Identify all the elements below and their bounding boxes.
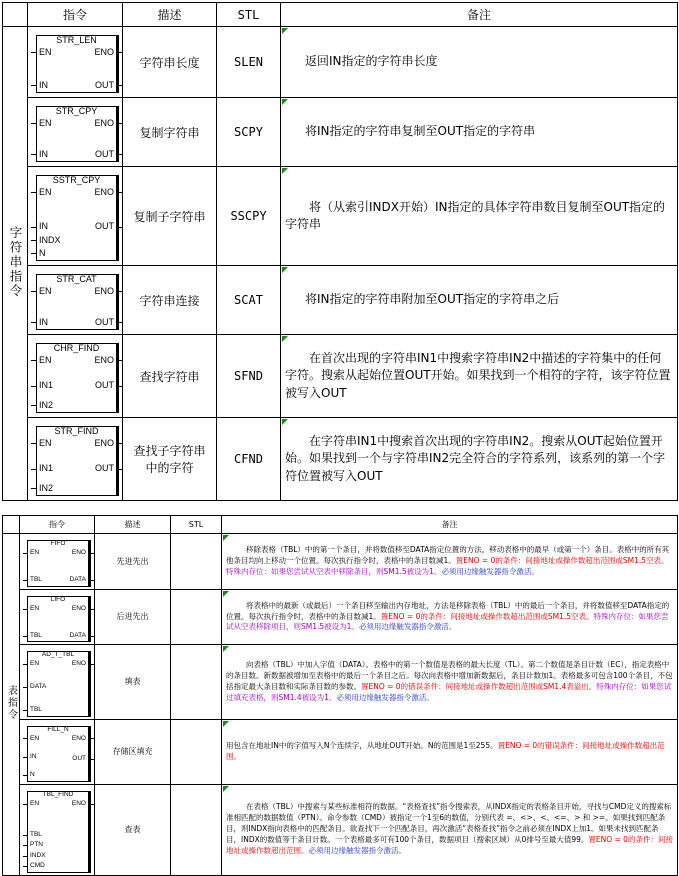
input-pin-label: DATA xyxy=(30,682,47,690)
function-box-name: SSTR_CPY xyxy=(52,175,101,185)
ladder-box-cell xyxy=(20,784,95,875)
note: 将IN指定的字符串附加至OUT指定的字符串之后 xyxy=(281,266,678,335)
stl-mnemonic: SSCPY xyxy=(217,167,281,266)
stl-mnemonic xyxy=(171,589,222,644)
category-cell xyxy=(3,27,28,501)
header-instruction: 指令 xyxy=(28,3,123,27)
stl-mnemonic xyxy=(171,784,222,875)
note-edge-trigger: 必须用边缘触发器指令激活。 xyxy=(336,692,434,702)
note-text: 移除表格（TBL）中的第一个条目，并将数值移至DATA指定位置的方法，移动表格中的最早（或第一个）条目。表格中的所有其他条目均向上移动一个位置。每次执行指令时，表格中的条目数减1。 xyxy=(226,545,670,565)
stl-mnemonic: SFND xyxy=(217,335,281,418)
note xyxy=(222,784,678,875)
function-box-name: STR_CAT xyxy=(56,274,97,284)
ladder-box-wrapper xyxy=(28,266,123,334)
note xyxy=(222,645,678,719)
note: 将（从索引INDX开始）IN指定的具体字符串数目复制至OUT指定的字符串 xyxy=(281,167,678,266)
input-pin-label: IN xyxy=(39,221,48,232)
ladder-box-wrapper xyxy=(28,418,123,500)
output-pin-label: ENO xyxy=(71,734,86,742)
description: 复制字符串 xyxy=(123,98,217,167)
input-pin-label: IN2 xyxy=(39,483,54,493)
table-row xyxy=(3,98,678,167)
output-pin-label: OUT xyxy=(95,149,114,159)
function-box xyxy=(36,274,119,330)
ladder-box-wrapper xyxy=(28,335,123,417)
function-box-name: FIFO xyxy=(50,540,66,547)
function-box-name: TBL_FIND xyxy=(42,790,74,798)
ladder-box-cell xyxy=(28,167,123,266)
stl-mnemonic: SCAT xyxy=(217,266,281,335)
function-box xyxy=(27,596,91,642)
function-box-name: FILL_N xyxy=(47,725,69,733)
function-box-name: AD_T_TBL xyxy=(41,651,75,659)
function-box xyxy=(27,726,91,782)
ladder-box-cell xyxy=(28,27,123,98)
description: 字符串连接 xyxy=(123,266,217,335)
output-pin-label: DATA xyxy=(69,631,86,639)
input-pin-label: IN xyxy=(39,317,48,327)
ladder-box-cell xyxy=(20,534,95,590)
table-row xyxy=(3,27,678,98)
input-pin-label: N xyxy=(30,771,35,779)
ladder-box-wrapper xyxy=(20,720,95,784)
note: 在字符串IN1中搜索首次出现的字符串IN2。搜索从OUT起始位置开始。如果找到一个与字符串IN2完全符合的字符系列，该系列的第一个字符位置被写入OUT xyxy=(281,418,678,501)
output-pin-label: ENO xyxy=(94,438,114,448)
note-error-conditions: 置ENO = 0的错误条件：间接地址或操作数超出范围或SM1.4表溢出。 xyxy=(361,681,597,691)
function-box xyxy=(36,175,119,261)
ladder-box-wrapper xyxy=(20,645,95,718)
table-row xyxy=(3,719,678,784)
table-row xyxy=(3,645,678,719)
input-pin-label: EN xyxy=(30,799,40,807)
output-pin-label: OUT xyxy=(72,755,86,763)
input-pin-label: IN xyxy=(30,752,37,760)
input-pin-label: EN xyxy=(30,734,40,742)
output-pin-label: ENO xyxy=(94,355,114,365)
function-box-name: STR_CPY xyxy=(55,106,98,116)
input-pin-label: PTN xyxy=(30,841,43,849)
stl-mnemonic xyxy=(171,719,222,784)
header-note: 备注 xyxy=(281,3,678,27)
table-row xyxy=(3,589,678,644)
function-box xyxy=(27,540,91,587)
function-box-name: STR_FIND xyxy=(54,426,99,436)
table-row xyxy=(3,534,678,590)
function-box-name: CHR_FIND xyxy=(53,343,100,353)
category-cell xyxy=(3,534,20,876)
input-pin-label: INDX xyxy=(39,234,61,245)
note: 将IN指定的字符串复制至OUT指定的字符串 xyxy=(281,98,678,167)
output-pin-label: ENO xyxy=(71,549,86,556)
table-row xyxy=(3,266,678,335)
note-special-bits: 特殊内存位：如果您尝试从空表移除项目，则SM1.5被设为1。 xyxy=(226,611,669,632)
output-pin-label: ENO xyxy=(94,118,114,128)
input-pin-label: IN1 xyxy=(39,380,54,391)
header-description: 描述 xyxy=(123,3,217,27)
output-pin-label: ENO xyxy=(71,660,86,668)
input-pin-label: IN2 xyxy=(39,400,54,410)
note-error-conditions: 置ENO = 0的条件：间接地址或操作数超出范围。 xyxy=(226,835,673,855)
function-box xyxy=(36,426,119,496)
ladder-box-wrapper xyxy=(20,590,95,644)
function-box-name: STR_LEN xyxy=(56,35,97,45)
table-row xyxy=(3,167,678,266)
note xyxy=(222,589,678,644)
output-pin-label: DATA xyxy=(69,576,86,584)
note-text: 向表格（TBL）中加入字值（DATA）。表格中的第一个数值是表格的最大长度（TL）。第二个数值是条目计数（EC），指定表格中的条目数。新数据被增加至表格中的最后一个条目之后。每次向表格中增加新数据后，条目计数加1。表格最多可包含100个条目，不包括指定最大条目数和实际条目数的参数。 xyxy=(226,660,673,691)
corner-cell xyxy=(3,3,28,27)
note xyxy=(222,719,678,784)
ladder-box-cell xyxy=(28,418,123,501)
note-edge-trigger: 必须用边缘触发器指令激活。 xyxy=(441,566,539,576)
header-stl: STL xyxy=(171,516,222,534)
category-label: 表指令 xyxy=(5,685,17,722)
output-pin-label: ENO xyxy=(71,604,86,612)
description: 复制子字符串 xyxy=(123,167,217,266)
output-pin-label: OUT xyxy=(95,317,114,327)
table-row xyxy=(3,418,678,501)
note-edge-trigger: 必须用边缘触发器指令激活。 xyxy=(358,622,457,632)
table-row xyxy=(3,335,678,418)
input-pin-label: EN xyxy=(39,187,52,197)
stl-mnemonic: SLEN xyxy=(217,27,281,98)
corner-cell xyxy=(3,516,20,534)
input-pin-label: TBL xyxy=(30,631,42,639)
note-text: 将表格中的最新（或最后）一个条目移至输出内存地址，方法是移除表格（TBL）中的最后一个条目，并将数值移至DATA指定的位置。每次执行指令时，表格中的条目数减1。 xyxy=(226,600,670,621)
note-special-bits: 特殊内存位：如果您试过填充表格，则SM1.4被设为1。 xyxy=(226,681,672,702)
ladder-box-cell xyxy=(28,335,123,418)
input-pin-label: IN1 xyxy=(39,463,54,474)
description: 存储区填充 xyxy=(95,719,171,784)
category-label: 字符串指令 xyxy=(8,225,23,299)
table-row xyxy=(3,784,678,875)
ladder-box-cell xyxy=(20,589,95,644)
description: 查表 xyxy=(95,784,171,875)
output-pin-label: OUT xyxy=(95,221,114,232)
stl-mnemonic: SCPY xyxy=(217,98,281,167)
stl-mnemonic xyxy=(171,534,222,590)
input-pin-label: TBL xyxy=(30,576,42,584)
note-edge-trigger: 必须用边缘触发器指令激活。 xyxy=(308,845,406,855)
ladder-box-wrapper xyxy=(28,27,123,97)
ladder-box-cell xyxy=(20,719,95,784)
note-text: 在表格（TBL）中搜索与某些标准相符的数据。“表格查找”指令搜索表，从INDX指定的表格条目开始，寻找与CMD定义的搜索标准相匹配的数据数值（PTN）。命令参数（CMD）被指定一个1至6的数值，分别代表 =、<>、<、<=、> 和 >=。如果找到匹配条目，则INDX指向表格中的匹配条目。欲查找下一个匹配条目，再次激活“表格查找”指令之前必须在INDX上加1。如果未找到匹配条目，INDX的数值等于条目计数。一个表格最多可有100个条目，数据项目（搜索区域）从0排号至最大值99。 xyxy=(226,802,672,845)
input-pin-label: N xyxy=(39,248,46,258)
header-stl: STL xyxy=(217,3,281,27)
output-pin-label: ENO xyxy=(71,799,86,807)
function-box xyxy=(27,791,91,873)
input-pin-label: EN xyxy=(39,355,52,365)
description: 字符串长度 xyxy=(123,27,217,98)
output-pin-label: OUT xyxy=(95,380,114,391)
description: 填表 xyxy=(95,645,171,719)
output-pin-label: ENO xyxy=(94,47,114,57)
function-box xyxy=(36,343,119,413)
output-pin-label: ENO xyxy=(94,286,114,296)
note: 返回IN指定的字符串长度 xyxy=(281,27,678,98)
header-instruction: 指令 xyxy=(20,516,95,534)
input-pin-label: EN xyxy=(30,604,40,612)
input-pin-label: EN xyxy=(30,549,40,556)
output-pin-label: OUT xyxy=(95,463,114,474)
description: 查找字符串 xyxy=(123,335,217,418)
input-pin-label: EN xyxy=(39,438,52,448)
note xyxy=(222,534,678,590)
function-box xyxy=(27,651,91,716)
note-text: 用包含在地址IN中的字值写入N个连续字，从地址OUT开始。N的范围是1至255。 xyxy=(226,740,498,750)
table-instructions-table xyxy=(2,515,678,876)
ladder-box-cell xyxy=(28,266,123,335)
description: 查找子字符串中的字符 xyxy=(123,418,217,501)
ladder-box-wrapper xyxy=(20,534,95,589)
input-pin-label: IN xyxy=(39,149,48,159)
output-pin-label: OUT xyxy=(95,80,114,90)
input-pin-label: EN xyxy=(30,660,40,668)
note-error-conditions: 置ENO = 0的条件：间接地址或操作数超出范围或SM1.5空表。 xyxy=(380,611,594,621)
header-description: 描述 xyxy=(95,516,171,534)
ladder-box-cell xyxy=(20,645,95,719)
function-box-name: LIFO xyxy=(50,595,66,603)
input-pin-label: IN xyxy=(39,80,48,90)
description: 后进先出 xyxy=(95,589,171,644)
ladder-box-wrapper xyxy=(20,785,95,875)
stl-mnemonic xyxy=(171,645,222,719)
output-pin-label: ENO xyxy=(94,187,114,197)
stl-mnemonic: CFND xyxy=(217,418,281,501)
ladder-box-wrapper xyxy=(28,167,123,265)
note-error-conditions: 置ENO = 0的错误条件：间接地址或操作数超出范围。 xyxy=(226,740,665,761)
header-note: 备注 xyxy=(222,516,678,534)
note-error-conditions: 置ENO = 0的条件：间接地址或操作数超出范围或SM1.5空表。 xyxy=(455,555,669,565)
note: 在首次出现的字符串IN1中搜索字符串IN2中描述的字符集中的任何字符。搜索从起始位置OUT开始。如果找到一个相符的字符，该字符位置被写入OUT xyxy=(281,335,678,418)
input-pin-label: CMD xyxy=(30,862,45,870)
input-pin-label: INDX xyxy=(30,851,46,859)
note-special-bits: 特殊内存位：如果您尝试从空表中移除条目，则SM1.5被设为1。 xyxy=(226,566,442,576)
input-pin-label: TBL xyxy=(30,706,42,714)
function-box xyxy=(36,35,119,93)
ladder-box-wrapper xyxy=(28,98,123,166)
description: 先进先出 xyxy=(95,534,171,590)
input-pin-label: EN xyxy=(39,118,52,128)
input-pin-label: TBL xyxy=(30,830,42,838)
ladder-box-cell xyxy=(28,98,123,167)
input-pin-label: EN xyxy=(39,286,52,296)
function-box xyxy=(36,106,119,162)
string-instructions-table xyxy=(2,2,678,501)
input-pin-label: EN xyxy=(39,47,52,57)
